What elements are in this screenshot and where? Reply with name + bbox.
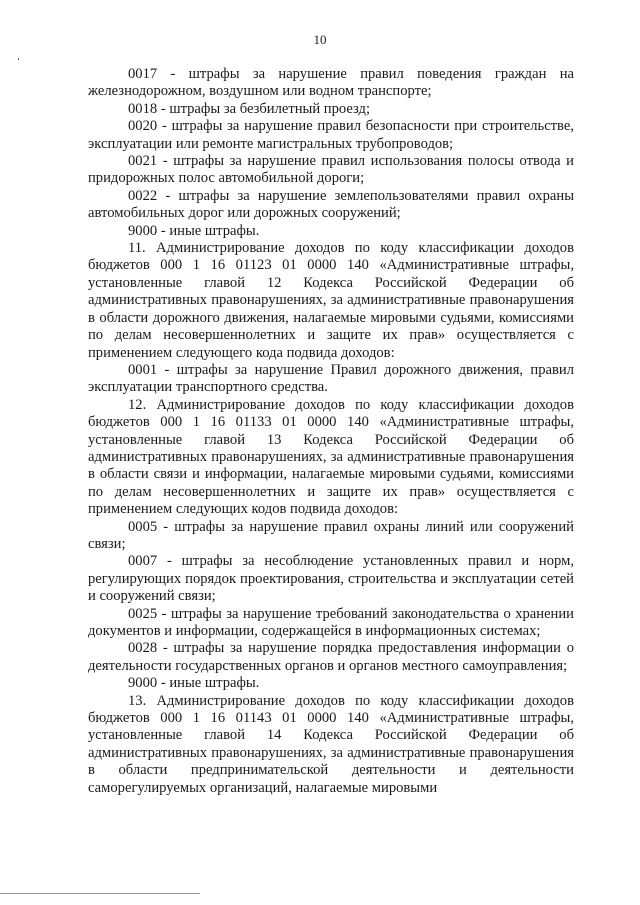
paragraph-0007: 0007 - штрафы за несоблюдение установленных правил и норм, регулирующих порядок проектирования, строительства и эксплуатации сетей и сооружений связи; [88, 553, 574, 605]
paragraph-9000-a: 9000 - иные штрафы. [128, 222, 260, 239]
paragraph-0001: 0001 - штрафы за нарушение Правил дорожного движения, правил эксплуатации транспортного средства. [88, 361, 574, 396]
section-12: 12. Администрирование доходов по коду классификации доходов бюджетов 000 1 16 01133 01 0000 140 «Административные штрафы, установленные главой 13 Кодекса Российской Федерации об административных правонарушениях, за административные правонарушения в области связи и информации, налагаемые мировыми судьями, комиссиями по делам несовершеннолетних и защите их прав» осуществляется с применением следующих кодов подвида доходов: [88, 396, 574, 518]
paragraph-0022: 0022 - штрафы за нарушение землепользователями правил охраны автомобильных дорог или дорожных сооружений; [88, 187, 574, 222]
paragraph-9000-b: 9000 - иные штрафы. [128, 675, 260, 692]
section-11: 11. Администрирование доходов по коду классификации доходов бюджетов 000 1 16 01123 01 0000 140 «Административные штрафы, установленные главой 12 Кодекса Российской Федерации об административных правонарушениях, за административные правонарушения в области дорожного движения, налагаемые мировыми судьями, комиссиями по делам несовершеннолетних и защите их прав» осуществляется с применением следующего кода подвида доходов: [88, 240, 574, 361]
paragraph-0018: 0018 - штрафы за безбилетный проезд; [128, 100, 371, 117]
paragraph-0017: 0017 - штрафы за нарушение правил поведения граждан на железнодорожном, воздушном или водном транспорте; [88, 66, 574, 100]
paragraph-0005: 0005 - штрафы за нарушение правил охраны линий или сооружений связи; [88, 518, 574, 552]
document-body [88, 66, 574, 797]
scan-mark [18, 58, 19, 60]
page-number: 10 [313, 32, 327, 47]
paragraph-0021: 0021 - штрафы за нарушение правил использования полосы отвода и придорожных полос автомобильной дороги; [88, 153, 574, 187]
paragraph-0025: 0025 - штрафы за нарушение требований законодательства о хранении документов и информации, содержащейся в информационных системах; [88, 605, 574, 639]
section-13: 13. Администрирование доходов по коду классификации доходов бюджетов 000 1 16 01143 01 0000 140 «Административные штрафы, установленные главой 14 Кодекса Российской Федерации об административных правонарушениях, за административные правонарушения в области предпринимательской деятельности и деятельности саморегулируемых организаций, налагаемые мировыми [88, 692, 574, 796]
footer-divider [0, 893, 200, 894]
paragraph-0020: 0020 - штрафы за нарушение правил безопасности при строительстве, эксплуатации или ремонте магистральных трубопроводов; [88, 118, 574, 152]
paragraph-0028: 0028 - штрафы за нарушение порядка предоставления информации о деятельности государственных органов и органов местного самоуправления; [88, 640, 574, 674]
